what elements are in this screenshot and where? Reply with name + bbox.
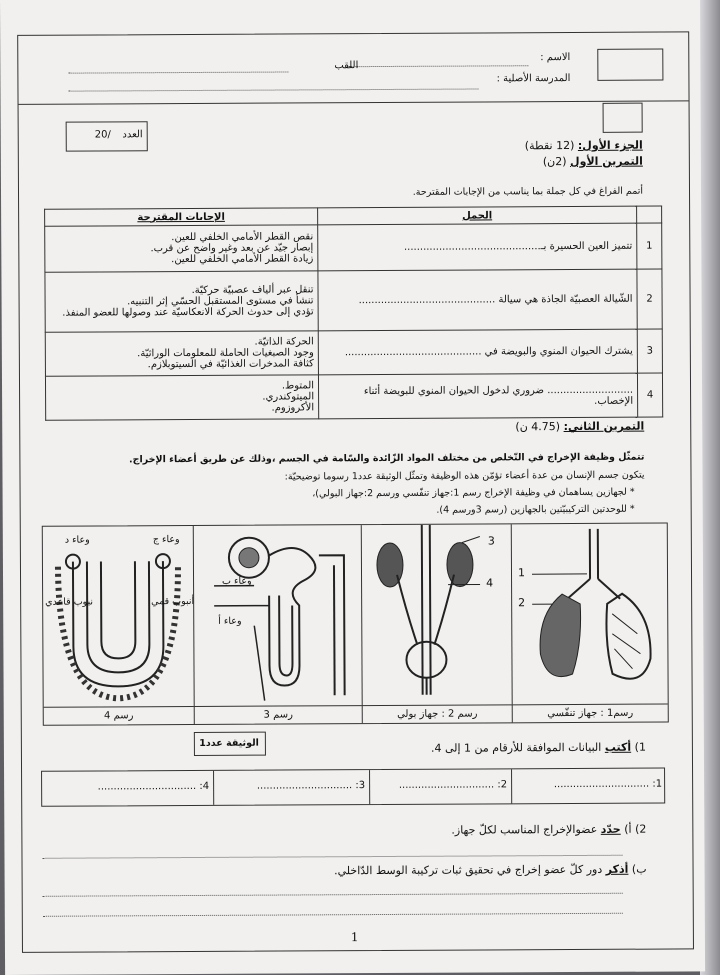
urinary-system-drawing — [362, 524, 513, 705]
school-field[interactable] — [68, 88, 478, 91]
q2b-text: دور كلّ عضو إخراج في تحقيق ثبات تركيبة الوسط الدّاخلي. — [334, 862, 603, 878]
name-field[interactable] — [348, 65, 528, 67]
q2b-answer-line[interactable] — [43, 913, 623, 917]
name-label: الاسم : — [540, 52, 571, 64]
q2b-answer-line[interactable] — [43, 893, 623, 897]
q2b-letter: ب) — [631, 862, 647, 876]
row-number: 4 — [637, 373, 662, 417]
answer-option: تنقل عبر ألياف عصبيّة حركيّة. — [191, 284, 314, 297]
grade-box — [66, 121, 148, 151]
ex2-title: التمرين الثاني: — [563, 419, 645, 434]
answer-grid — [41, 768, 665, 807]
question-2a — [451, 823, 646, 837]
sentences-header: الجمل — [318, 206, 637, 225]
ex1-heading — [543, 155, 643, 169]
answer-option: زيادة القطر الأمامي الخلفي للعين. — [171, 253, 314, 266]
school-label: المدرسة الأصلية : — [496, 73, 571, 85]
figure-1-cell — [511, 524, 669, 705]
ex1-points: (2ن) — [542, 155, 567, 169]
ex2-points: (4.75 ن) — [515, 420, 561, 434]
grade-value: 20/ — [94, 129, 111, 141]
surname-field[interactable] — [68, 71, 288, 73]
document-label-box — [194, 732, 266, 756]
answer-option: المتوط. — [281, 380, 315, 392]
label-vessel-d: وعاء د — [64, 534, 90, 546]
answer-option: الأكروزوم. — [271, 402, 315, 414]
page-number: 1 — [350, 930, 359, 945]
table-row — [45, 223, 662, 272]
label-1: 1 — [517, 566, 526, 580]
figure-2-cell — [361, 524, 513, 705]
row-number: 1 — [637, 223, 662, 269]
figure-3-cell — [193, 525, 363, 706]
answer-option: الميتوكندري. — [262, 391, 315, 403]
ex1-table — [44, 206, 663, 421]
part1-heading — [525, 139, 643, 153]
answer-option: نقص القطر الأمامي الخلفي للعين. — [171, 231, 314, 244]
ex1-title: التمرين الأول — [570, 154, 643, 169]
respiratory-system-drawing — [512, 524, 669, 705]
answer-cell-2[interactable]: 2: .............................. — [369, 769, 511, 804]
label-4: 4 — [486, 576, 494, 590]
q2a-verb: حدّد — [600, 822, 621, 836]
part1-title: الجزء الأول: — [577, 138, 643, 152]
part1-points: (12 نقطة) — [524, 138, 575, 153]
answer-option: تنشأ في مستوى المستقبل الحسّي إثر التنبيه. — [127, 295, 314, 308]
grade-label: العدد — [122, 129, 143, 141]
ex2-intro: تتمثّل وظيفة الإخراج في التّخلص من مختلف المواد الزّائدة والسّامة في الجسم ،وذلك عن طريق أعضاء الإخراج. — [129, 451, 645, 466]
num-header — [637, 206, 662, 223]
row-sentence[interactable]: ........................... ضروري لدخول الحيوان المنوي للبويضة أثناء الإخصاب. — [318, 373, 637, 419]
ex2-bullet1: * لجهازين يساهمان في وظيفة الإخراج رسم 1:جهاز تنفّسي ورسم 2:جهاز البولي)، — [312, 486, 635, 500]
caption-4: رسم 4 — [44, 706, 194, 725]
page-frame — [17, 31, 694, 953]
row-number: 3 — [637, 329, 662, 373]
q1-text: البيانات الموافقة للأرقام من 1 إلى 4. — [430, 740, 602, 755]
caption-3: رسم 3 — [194, 705, 362, 724]
label-vessel-j: وعاء ج — [152, 534, 180, 546]
ex1-instruction: أتمم الفراغ في كل جملة بما يناسب من الإجابات المقترحة. — [412, 185, 644, 198]
q2-number: 2) — [635, 822, 647, 836]
document-label: الوثيقة عدد1 — [199, 737, 259, 749]
surname-label: اللقب — [334, 60, 359, 72]
answer-option: تؤدي إلى حدوث الحركة الانعكاسيّة عند وصولها للعضو المنفذ. — [62, 306, 314, 319]
answer-option: كثافة المدخرات الغذائيّة في السيتوبلازم. — [147, 358, 314, 371]
row-answers — [45, 225, 318, 272]
answer-cell-1[interactable]: 1: .............................. — [511, 769, 666, 804]
label-2: 2 — [518, 596, 526, 610]
q1-verb: أكتب — [604, 740, 632, 754]
q2a-answer-line[interactable] — [42, 855, 622, 859]
label-tube-r: نبوب قاعدي — [45, 596, 94, 608]
student-header — [18, 32, 688, 105]
id-box — [597, 49, 663, 81]
answer-option: الحركة الذاتيّة. — [254, 336, 314, 348]
figure-4-cell — [43, 526, 194, 707]
ex2-heading — [515, 420, 644, 434]
label-3: 3 — [487, 534, 495, 548]
row-sentence[interactable]: يشترك الحيوان المنوي والبويضة في ........................................... — [318, 329, 637, 375]
question-1 — [431, 741, 646, 755]
row-answers — [45, 271, 318, 332]
answer-cell-4[interactable]: 4: ............................... — [97, 780, 210, 793]
ex2-bullet2: * للوحدتين التركيبيّتين بالجهازين (رسم 3ورسم 4). — [436, 503, 635, 516]
q2a-text: عضوالإخراج المناسب لكلّ جهاز. — [451, 822, 598, 837]
question-2b — [334, 863, 647, 878]
table-row — [45, 373, 662, 420]
document1-figures — [42, 523, 669, 726]
table-row — [45, 329, 662, 376]
grade-id-box — [603, 103, 643, 133]
table-row — [45, 269, 662, 332]
row-answers — [45, 375, 318, 420]
answer-option: إبصار جيّد عن بعد وغير واضح عن قرب. — [150, 242, 314, 255]
ex2-line2: يتكون جسم الإنسان من عدة أعضاء تؤمّن هذه الوظيفة وتمثّل الوثيقة عدد1 رسوما توضيحيّة: — [284, 469, 645, 483]
answer-option: وجود الصبغيات الحاملة للمعلومات الوراثيّة. — [137, 347, 314, 360]
row-number: 2 — [637, 269, 662, 329]
row-sentence[interactable]: الشّيالة العصبيّة الجاذة هي سيالة ........................................... — [318, 269, 637, 331]
q1-number: 1) — [634, 740, 646, 754]
answer-cell-3[interactable]: 3: .............................. — [213, 770, 369, 805]
q2b-verb: أذكر — [605, 862, 629, 876]
answers-header: الإجابات المقترحة — [45, 208, 318, 226]
q2a-letter: أ) — [624, 822, 632, 836]
caption-1: رسم1 : جهاز تنفّسي — [512, 704, 668, 723]
row-sentence[interactable]: تتميز العين الحسيرة بـ........................................... — [318, 223, 637, 271]
label-tube-q: أنبوب قمي — [151, 595, 195, 608]
label-vessel-a: وعاء أ — [218, 615, 242, 627]
row-answers — [45, 331, 318, 376]
caption-2: رسم 2 : جهاز بولي — [362, 704, 512, 723]
label-vessel-b: وعاء ب — [222, 575, 252, 587]
nephron-loop-drawing — [43, 526, 194, 707]
